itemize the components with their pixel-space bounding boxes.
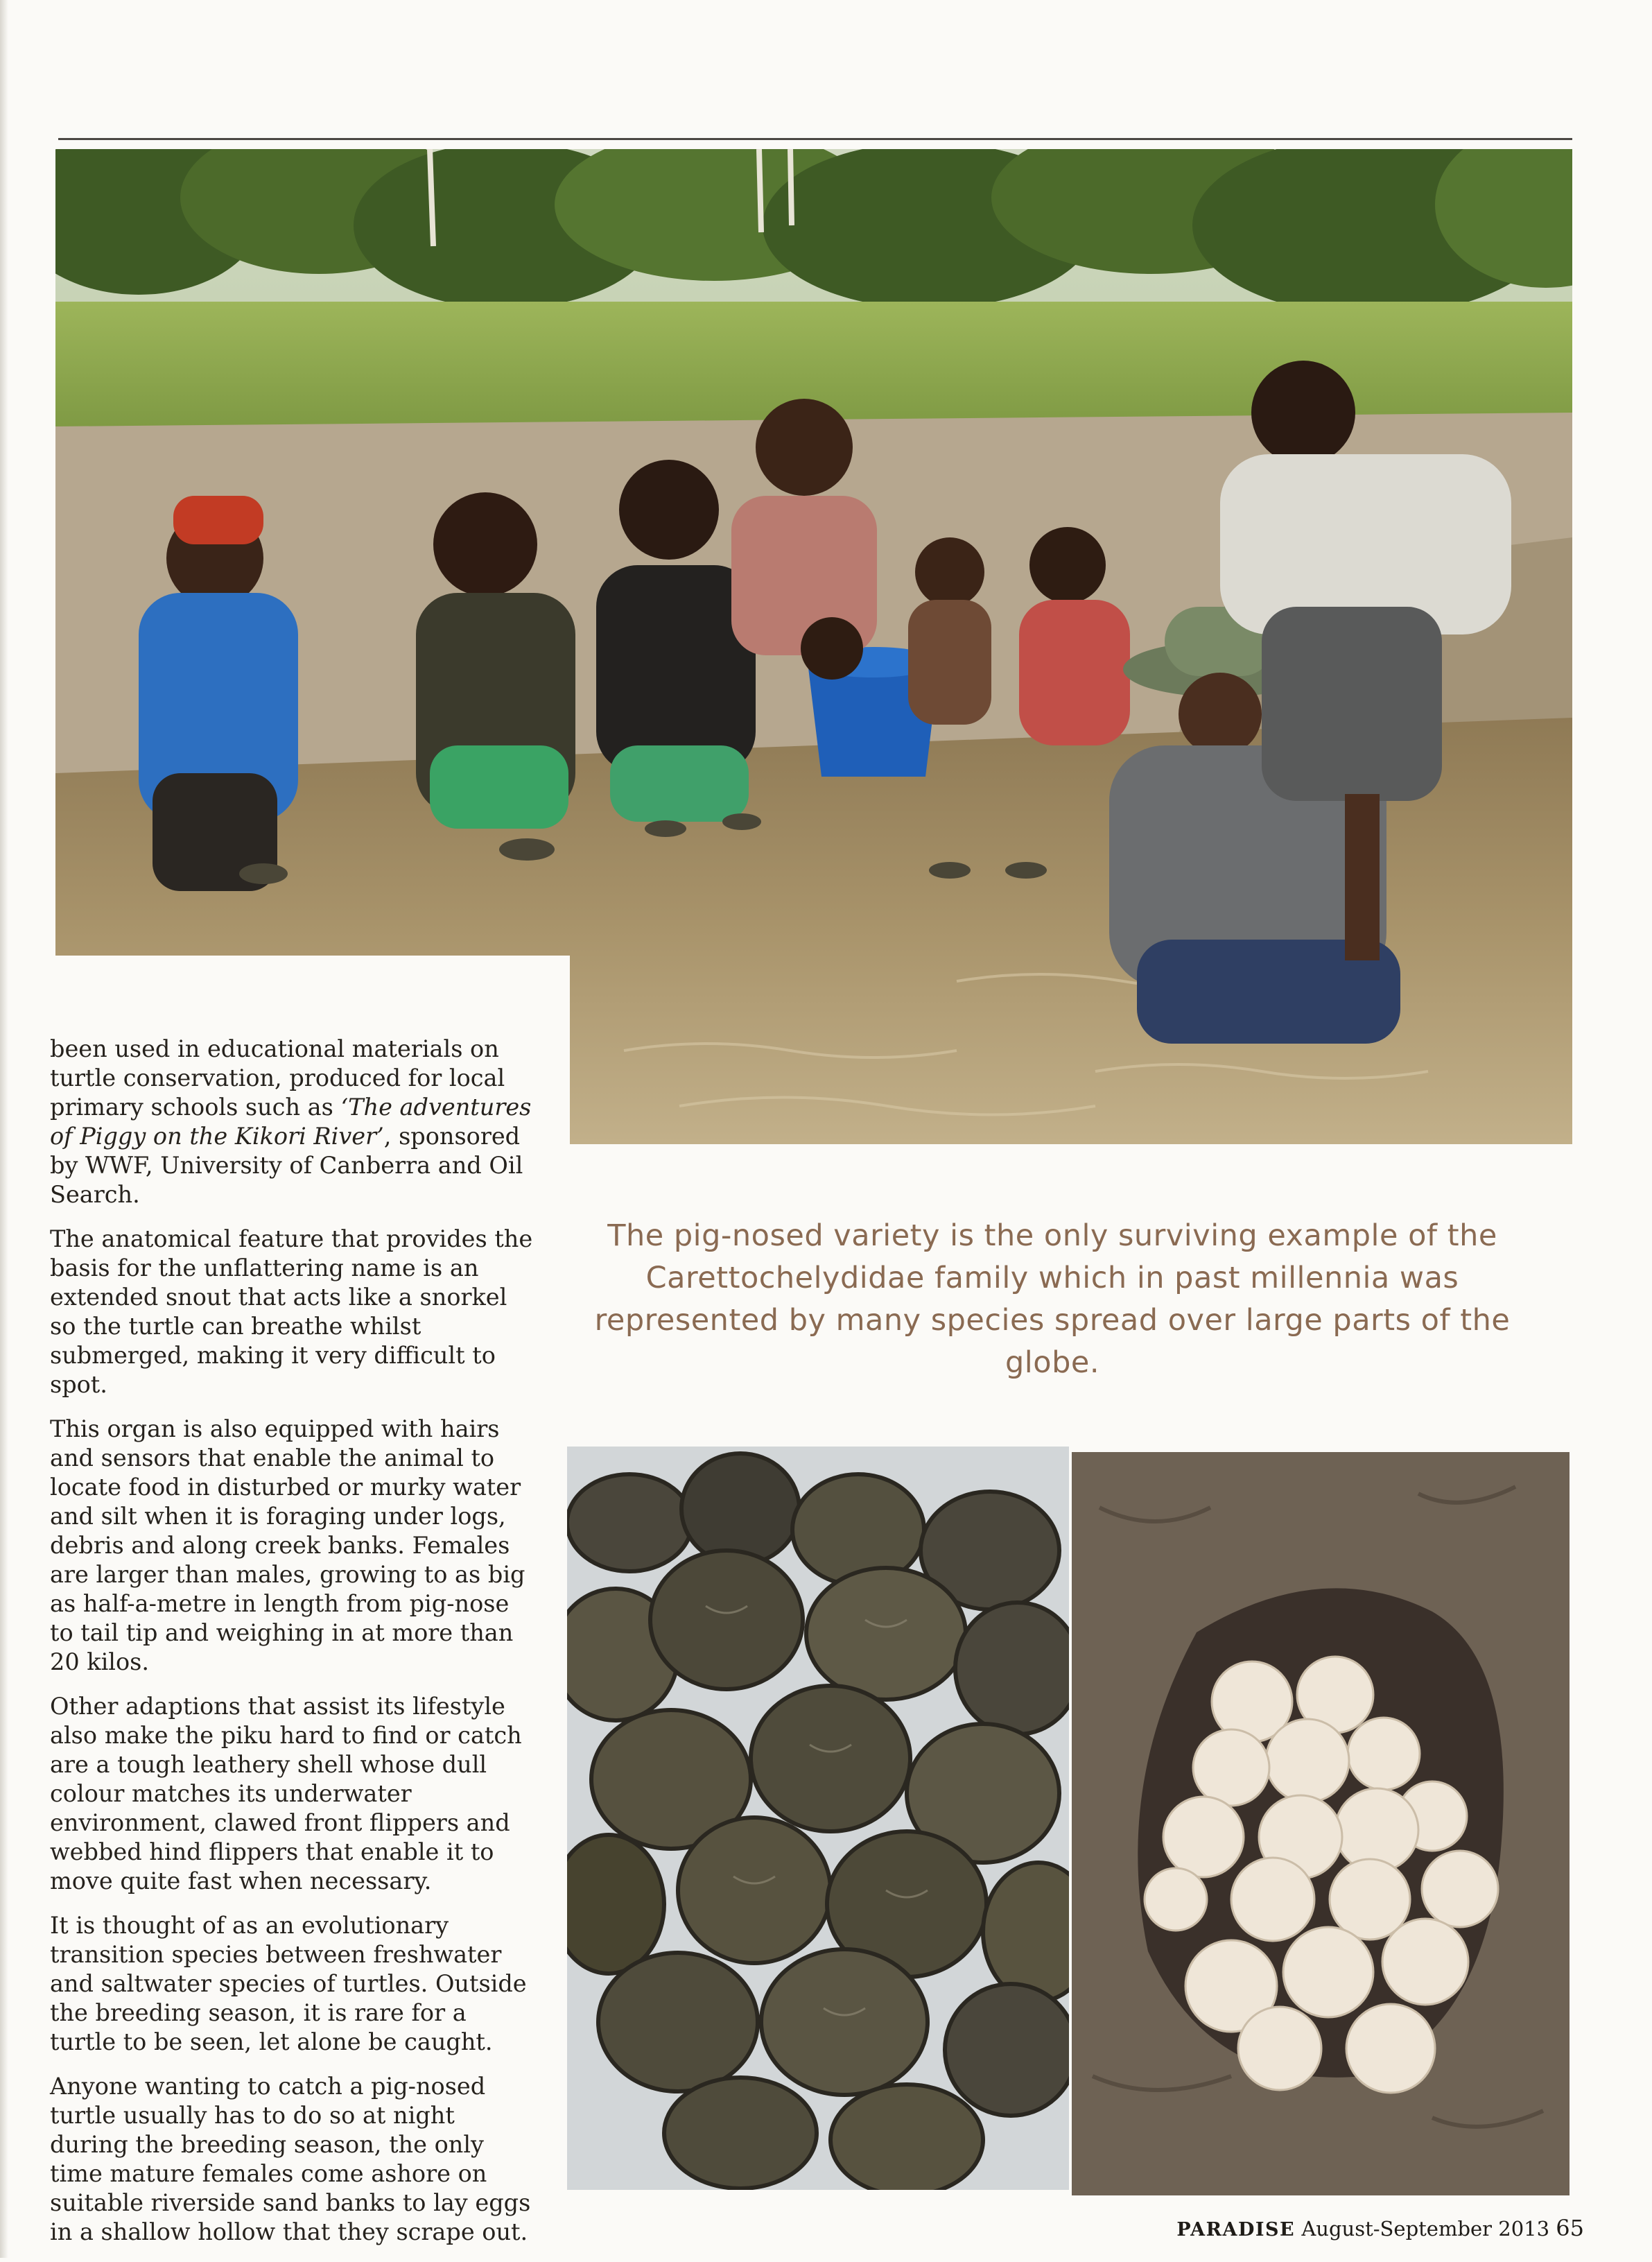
article-paragraph-4: Other adaptions that assist its lifestyle also make the piku hard to find or catch are a tough leathery shell whose dull colour matches its underwater environment, clawed front flippers and webbed hind flippers that enable it to move quite fast when necessary.	[50, 1693, 522, 1894]
magazine-name: PARADISE	[1176, 2219, 1296, 2241]
article-paragraph-3: This organ is also equipped with hairs and sensors that enable the animal to locate food in disturbed or murky water and silt when it is foraging under logs, debris and along creek banks. Females are larger than males, growing to as big as half-a-metre in length from pig-nose to tail tip and weighing in at more than 20 kilos.	[50, 1415, 525, 1675]
eggs-illustration	[1072, 1452, 1570, 2195]
turtle-eggs-photo	[1072, 1452, 1570, 2195]
hatchlings-photo	[567, 1447, 1069, 2190]
page-edge-shadow	[0, 0, 8, 2258]
issue-date: August-September 2013	[1301, 2217, 1550, 2241]
article-paragraph-5: It is thought of as an evolutionary transition species between freshwater and saltwater species of turtles. Outside the breeding season, it is rare for a turtle to be seen, let alone be caught.	[50, 1912, 527, 2055]
article-paragraph-2: The anatomical feature that provides the basis for the unflattering name is an extended snout that acts like a snorkel so the turtle can breathe whilst submerged, making it very difficult to spot.	[50, 1225, 533, 1398]
page-footer-folio	[1176, 2215, 1584, 2241]
article-paragraph-1: been used in educational materials on turtle conservation, produced for local primary schools such as ‘The adventures of Piggy on the Kikori River’, sponsored by WWF, University of Canberra and Oil Search.	[50, 1035, 532, 1208]
article-paragraph-6: Anyone wanting to catch a pig-nosed turtle usually has to do so at night during the breeding season, the only time mature females come ashore on suitable riverside sand banks to lay eggs in a shallow hollow that they scrape out.	[50, 2073, 531, 2245]
pull-quote: The pig-nosed variety is the only surviving example of the Carettochelydidae family which in past millennia was represented by many species spread over large parts of the globe.	[594, 1218, 1511, 1380]
hatchlings-illustration	[567, 1447, 1069, 2190]
page-number: 65	[1556, 2215, 1584, 2241]
article-body-column	[50, 1035, 535, 2262]
top-rule	[58, 138, 1572, 140]
book-title: ‘The adventures of Piggy on the Kikori River’	[50, 1094, 532, 1150]
